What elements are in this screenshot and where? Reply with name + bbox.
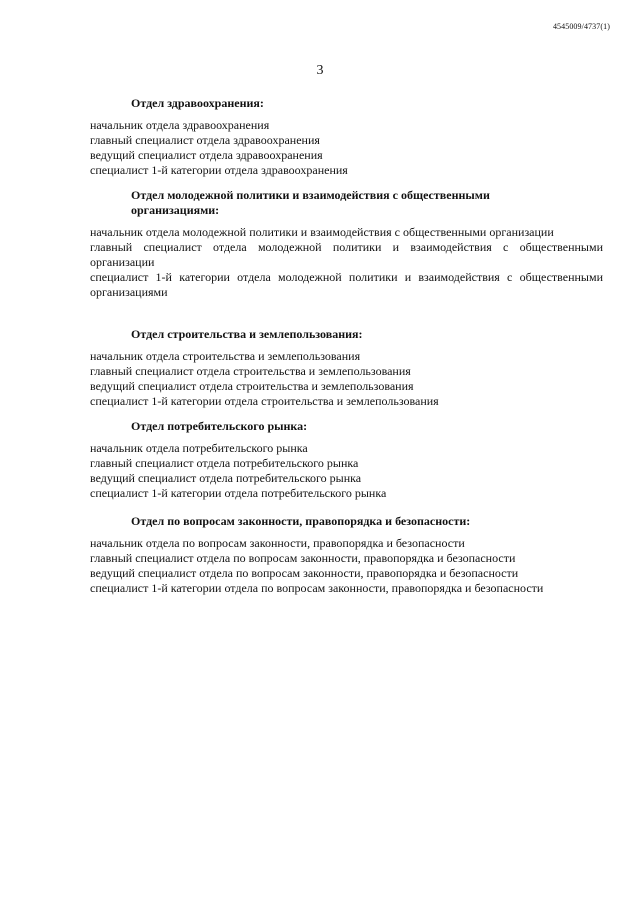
section-title: Отдел потребительского рынка: — [131, 419, 308, 433]
list-item: ведущий специалист отдела здравоохранения — [90, 148, 323, 162]
document-id: 4545009/4737(1) — [552, 22, 610, 31]
position-list — [90, 225, 603, 300]
list-item: ведущий специалист отдела строительства и землепользования — [90, 379, 414, 393]
section-title: Отдел по вопросам законности, правопорядка и безопасности: — [131, 514, 471, 528]
section-youth-policy — [90, 188, 603, 300]
list-item: специалист 1-й категории отдела молодежной политики и взаимодействия с общественными организациями — [90, 270, 603, 299]
list-item: специалист 1-й категории отдела по вопросам законности, правопорядка и безопасности — [90, 581, 544, 595]
list-item: начальник отдела здравоохранения — [90, 118, 270, 132]
list-item: специалист 1-й категории отдела строительства и землепользования — [90, 394, 439, 408]
position-list — [90, 441, 603, 501]
section-title: Отдел строительства и землепользования: — [131, 327, 363, 341]
list-item: ведущий специалист отдела потребительского рынка — [90, 471, 362, 485]
position-list — [90, 536, 603, 596]
section-law-and-order — [90, 514, 603, 596]
position-list — [90, 349, 603, 409]
section-title: Отдел здравоохранения: — [131, 96, 264, 110]
list-item: начальник отдела по вопросам законности, правопорядка и безопасности — [90, 536, 465, 550]
section-consumer-market — [90, 419, 603, 501]
list-item: специалист 1-й категории отдела здравоохранения — [90, 163, 348, 177]
section-title: Отдел молодежной политики и взаимодействия с общественными организациями: — [131, 188, 490, 217]
list-item: главный специалист отдела строительства и землепользования — [90, 364, 411, 378]
list-item: ведущий специалист отдела по вопросам законности, правопорядка и безопасности — [90, 566, 519, 580]
section-construction — [90, 327, 603, 409]
list-item: главный специалист отдела здравоохранения — [90, 133, 320, 147]
list-item: специалист 1-й категории отдела потребительского рынка — [90, 486, 387, 500]
list-item: главный специалист отдела потребительского рынка — [90, 456, 359, 470]
position-list — [90, 118, 603, 178]
page-number: 3 — [316, 63, 324, 78]
list-item: начальник отдела молодежной политики и взаимодействия с общественными организации — [90, 225, 554, 239]
list-item: начальник отдела строительства и землепользования — [90, 349, 361, 363]
list-item: начальник отдела потребительского рынка — [90, 441, 308, 455]
section-healthcare — [90, 96, 603, 178]
list-item: главный специалист отдела молодежной политики и взаимодействия с общественными организации — [90, 240, 603, 269]
list-item: главный специалист отдела по вопросам законности, правопорядка и безопасности — [90, 551, 516, 565]
